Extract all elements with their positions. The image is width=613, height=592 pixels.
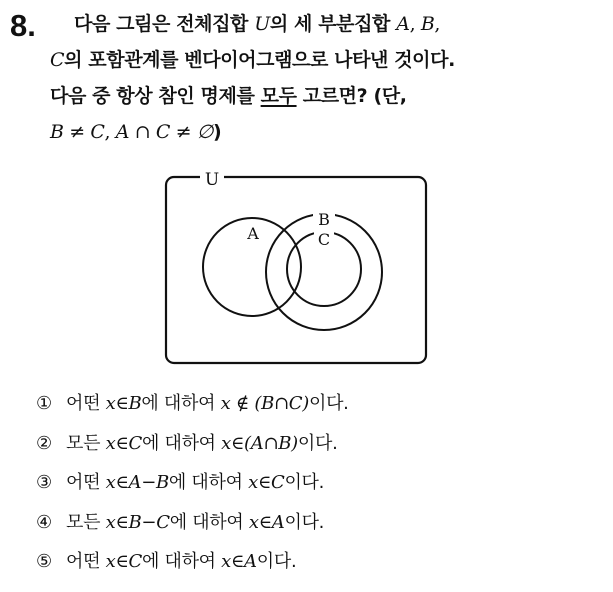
choice-math: ∈C [257, 472, 285, 493]
universe-label: U [204, 170, 220, 190]
choice-number: ③ [36, 472, 52, 493]
choice-math: x [221, 551, 232, 572]
choice-math: ∈B [115, 393, 142, 414]
stem-comma: , [409, 13, 421, 35]
choice-text: 모든 [66, 432, 106, 454]
stem-line-1 [50, 6, 610, 42]
condition-b-neq-c: B ≠ C [50, 121, 105, 143]
choice-math: x [105, 432, 116, 454]
set-a-label: A [247, 224, 259, 243]
choice-math: x [105, 511, 116, 533]
stem-comma: , [434, 13, 441, 35]
condition-a-cap-c-nonempty: A ∩ C ≠ ∅ [115, 121, 213, 143]
choice-text: 에 대하여 [169, 511, 249, 533]
choice-number: ① [36, 393, 52, 414]
choice-number: ④ [36, 511, 52, 533]
choice-math: x [221, 432, 232, 454]
stem-comma: , [104, 121, 116, 143]
underlined-emphasis: 모두 [260, 85, 297, 107]
choice-2[interactable] [36, 424, 349, 464]
choice-math: ∈A [258, 511, 285, 533]
choice-text: 에 대하여 [141, 393, 221, 414]
choice-5[interactable] [36, 542, 349, 582]
choice-text: 모든 [66, 511, 106, 533]
answer-choices [36, 384, 349, 582]
stem-line-2 [50, 42, 610, 78]
choice-number: ② [36, 432, 52, 454]
set-a-symbol: A [396, 13, 410, 35]
choice-1[interactable] [36, 384, 349, 424]
choice-text: 이다. [297, 432, 338, 454]
stem-text: 고르면? (단, [296, 85, 407, 107]
choice-3[interactable] [36, 463, 349, 503]
choice-text: 이다. [256, 551, 297, 572]
choice-text: 이다. [308, 393, 349, 414]
choice-math: x [248, 472, 258, 493]
choice-text: 이다. [284, 472, 325, 493]
choice-math: ∈A−B [115, 472, 169, 493]
choice-math: ∈C [115, 551, 142, 572]
stem-text: 다음 중 항상 참인 명제를 [50, 85, 261, 107]
choice-text: 어떤 [66, 393, 106, 414]
choice-math: ∈(A∩B) [231, 432, 298, 454]
set-b-symbol: B [420, 13, 435, 35]
set-c-label: C [317, 230, 331, 249]
choice-math: x [105, 393, 116, 414]
stem-line-4 [50, 114, 610, 150]
stem-text: 의 세 부분집합 [269, 13, 397, 35]
choice-math: x [105, 551, 116, 572]
venn-diagram [160, 163, 432, 369]
choice-number: ⑤ [36, 551, 52, 572]
stem-line-3 [50, 78, 610, 114]
set-c-symbol: C [50, 49, 65, 71]
universe-rectangle [166, 177, 426, 363]
choice-4[interactable] [36, 503, 349, 543]
choice-math: ∈A [231, 551, 257, 572]
stem-text: ) [213, 121, 222, 143]
choice-math: ∈B−C [115, 511, 170, 533]
set-u-symbol: U [254, 13, 270, 35]
choice-text: 어떤 [66, 551, 106, 572]
stem-text: 다음 그림은 전체집합 [74, 13, 255, 35]
set-b-label: B [318, 210, 330, 229]
choice-math: x [220, 393, 231, 414]
choice-text: 에 대하여 [141, 551, 222, 572]
choice-math: x [248, 511, 259, 533]
choice-math: x [105, 472, 116, 493]
choice-text: 에 대하여 [168, 472, 249, 493]
choice-text: 어떤 [66, 472, 106, 493]
choice-text: 이다. [284, 511, 325, 533]
choice-text: 에 대하여 [141, 432, 222, 454]
choice-math: ∉ (B∩C) [230, 393, 309, 414]
question-number: 8. [10, 8, 36, 43]
choice-math: ∈C [115, 432, 142, 454]
stem-text: 의 포함관계를 벤다이어그램으로 나타낸 것이다. [64, 49, 455, 71]
question-stem [50, 6, 610, 150]
